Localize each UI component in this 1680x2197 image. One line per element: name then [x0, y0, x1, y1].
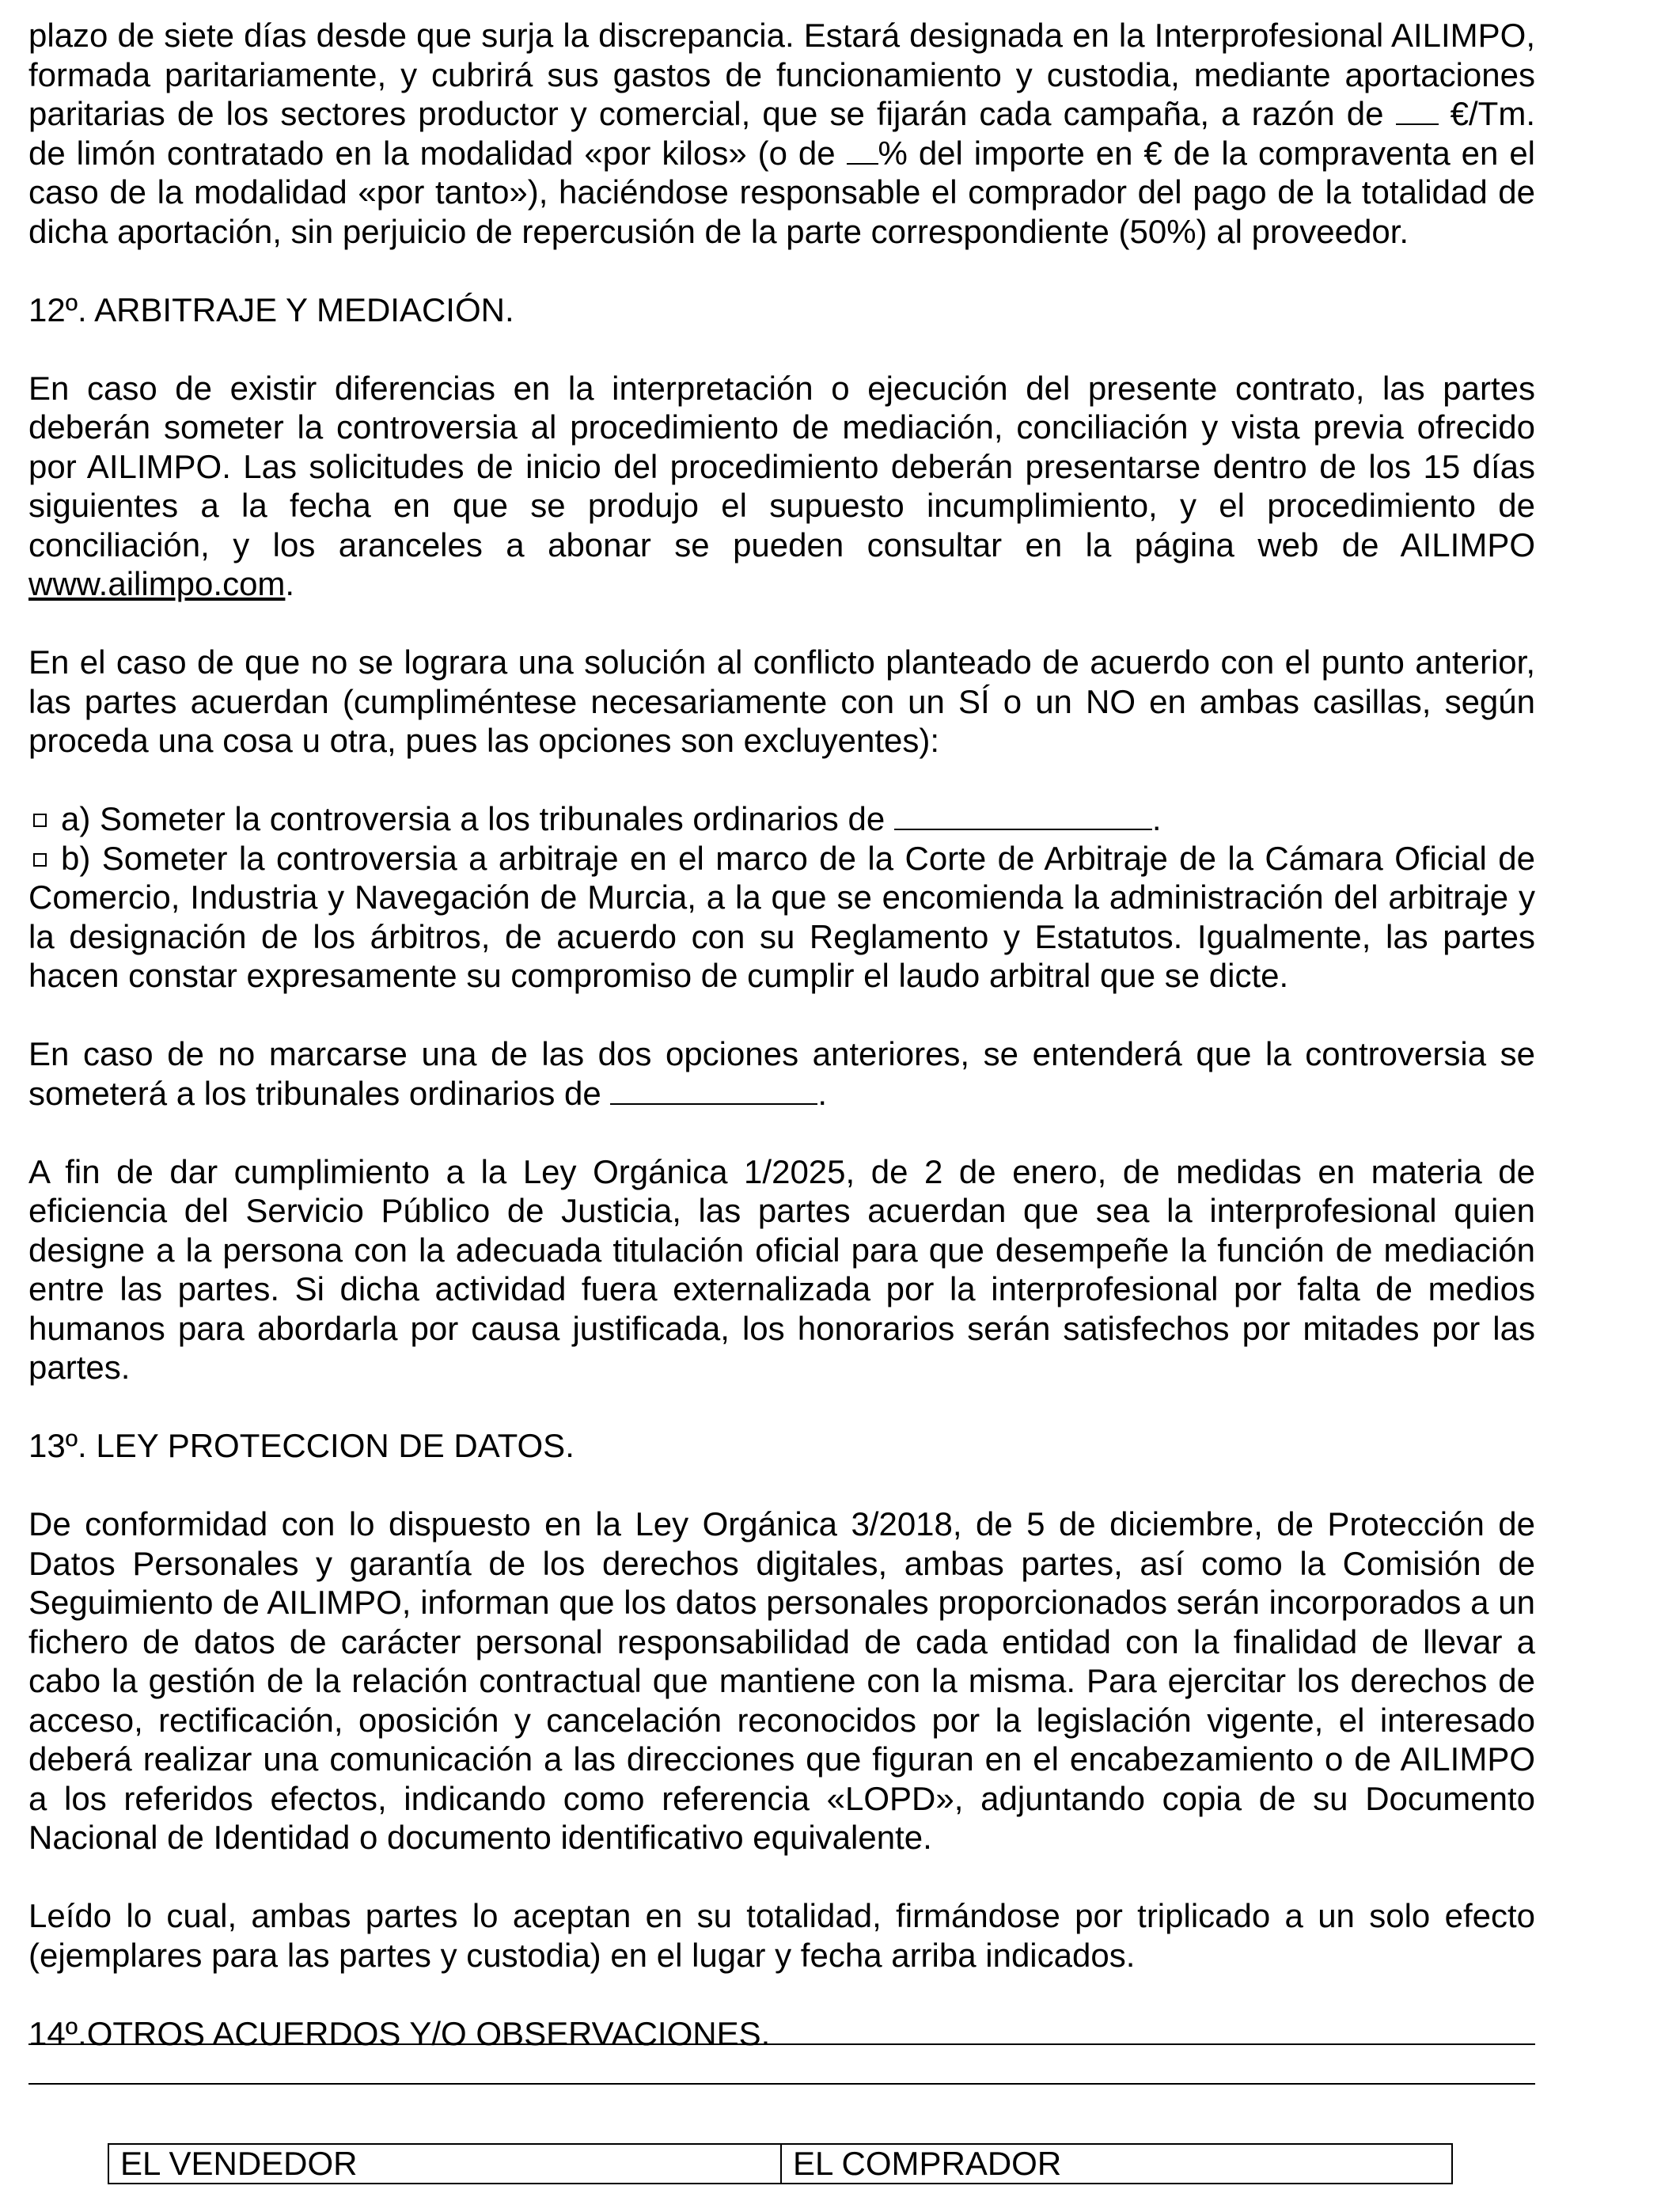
- section-14-heading: 14º.OTROS ACUERDOS Y/O OBSERVACIONES.: [28, 2014, 771, 2052]
- section-12-p3-text: En caso de no marcarse una de las dos opciones anteriores, se entenderá que la controversia se someterá a los tribunales ordinarios de: [28, 1035, 1535, 1112]
- section-12-paragraph-1: [28, 369, 1535, 604]
- section-13-heading: 13º. LEY PROTECCION DE DATOS.: [28, 1427, 575, 1464]
- intro-paragraph: [28, 16, 1535, 251]
- buyer-signature-cell[interactable]: [782, 2145, 1451, 2183]
- fee-percent-blank[interactable]: [847, 135, 878, 165]
- option-b-text: b) Someter la controversia a arbitraje en el marco de la Corte de Arbitraje de la Cámara Oficial de Comercio, Industria y Navegación de Murcia, a la que se encomienda la administración del arbitraje y la designación de los árbitros, de acuerdo con su Reglamento y Estatutos. Igualmente, las partes hacen constar expresamente su compromiso de cumplir el laudo arbitral que se dicte.: [28, 839, 1535, 994]
- option-a-checkbox[interactable]: [33, 814, 47, 827]
- default-court-blank[interactable]: [610, 1075, 817, 1105]
- option-b-line: [28, 839, 1535, 996]
- fee-per-ton-blank[interactable]: [1396, 95, 1439, 125]
- section-12-p3-end: .: [817, 1074, 828, 1112]
- observations-line-1[interactable]: [28, 2043, 1535, 2045]
- buyer-label: EL COMPRADOR: [793, 2145, 1062, 2182]
- option-b-checkbox[interactable]: [33, 853, 47, 867]
- intro-text-2: €/Tm. de limón contratado en la modalidad «por kilos» (o de: [28, 95, 1535, 172]
- option-a-text: a) Someter la controversia a los tribunales ordinarios de: [61, 800, 894, 837]
- option-a-line: [28, 799, 1535, 839]
- ailimpo-website-link[interactable]: www.ailimpo.com: [28, 565, 286, 602]
- option-a-end: .: [1151, 800, 1162, 837]
- section-13-paragraph-2: Leído lo cual, ambas partes lo aceptan en su totalidad, firmándose por triplicado a un solo efecto (ejemplares para las partes y custodia) en el lugar y fecha arriba indicados.: [28, 1897, 1535, 1974]
- section-12-p1-text: En caso de existir diferencias en la interpretación o ejecución del presente contrato, las partes deberán someter la controversia al procedimiento de mediación, conciliación y vista previa ofrecido por AILIMPO. Las solicitudes de inicio del procedimiento deberán presentarse dentro de los 15 días siguientes a la fecha en que se produjo el supuesto incumplimiento, y el procedimiento de conciliación, y los aranceles a abonar se pueden consultar en la página web de AILIMPO: [28, 369, 1535, 563]
- section-12-p1-end: .: [285, 565, 295, 602]
- option-a-court-blank[interactable]: [894, 800, 1152, 830]
- observations-line-2[interactable]: [28, 2083, 1535, 2085]
- seller-label: EL VENDEDOR: [120, 2145, 358, 2182]
- section-13-paragraph-1: De conformidad con lo dispuesto en la Ley Orgánica 3/2018, de 5 de diciembre, de Protección de Datos Personales y garantía de los derechos digitales, ambas partes, así como la Comisión de Seguimiento de AILIMPO, informan que los datos personales proporcionados serán incorporados a un fichero de datos de carácter personal responsabilidad de cada entidad con la finalidad de llevar a cabo la gestión de la relación contractual que mantiene con la misma. Para ejercitar los derechos de acceso, rectificación, oposición y cancelación reconocidos por la legislación vigente, el interesado deberá realizar una comunicación a las direcciones que figuran en el encabezamiento o de AILIMPO a los referidos efectos, indicando como referencia «LOPD», adjuntando copia de su Documento Nacional de Identidad o documento identificativo equivalente.: [28, 1505, 1535, 1856]
- seller-signature-cell[interactable]: [109, 2145, 782, 2183]
- arbitration-options: [28, 799, 1535, 996]
- section-12-paragraph-3: [28, 1034, 1535, 1113]
- signature-table: [108, 2143, 1453, 2184]
- document-page: [28, 16, 1535, 2093]
- section-12-paragraph-2: En el caso de que no se lograra una solución al conflicto planteado de acuerdo con el punto anterior, las partes acuerdan (cumpliméntese necesariamente con un SÍ o un NO en ambas casillas, según proceda una cosa u otra, pues las opciones son excluyentes):: [28, 643, 1535, 759]
- section-12-heading: 12º. ARBITRAJE Y MEDIACIÓN.: [28, 290, 514, 328]
- intro-text-3: % del importe en € de la compraventa en el caso de la modalidad «por tanto»), haciéndose responsable el comprador del pago de la totalidad de dicha aportación, sin perjuicio de repercusión de la parte correspondiente (50%) al proveedor.: [28, 134, 1536, 250]
- intro-text-1: plazo de siete días desde que surja la discrepancia. Estará designada en la Interprofesional AILIMPO, formada paritariamente, y cubrirá sus gastos de funcionamiento y custodia, mediante aportaciones paritarias de los sectores productor y comercial, que se fijarán cada campaña, a razón de: [28, 17, 1535, 132]
- section-12-paragraph-4: A fin de dar cumplimiento a la Ley Orgánica 1/2025, de 2 de enero, de medidas en materia de eficiencia del Servicio Público de Justicia, las partes acuerdan que sea la interprofesional quien designe a la persona con la adecuada titulación oficial para que desempeñe la función de mediación entre las partes. Si dicha actividad fuera externalizada por la interprofesional por falta de medios humanos para abordarla por causa justificada, los honorarios serán satisfechos por mitades por las partes.: [28, 1152, 1535, 1386]
